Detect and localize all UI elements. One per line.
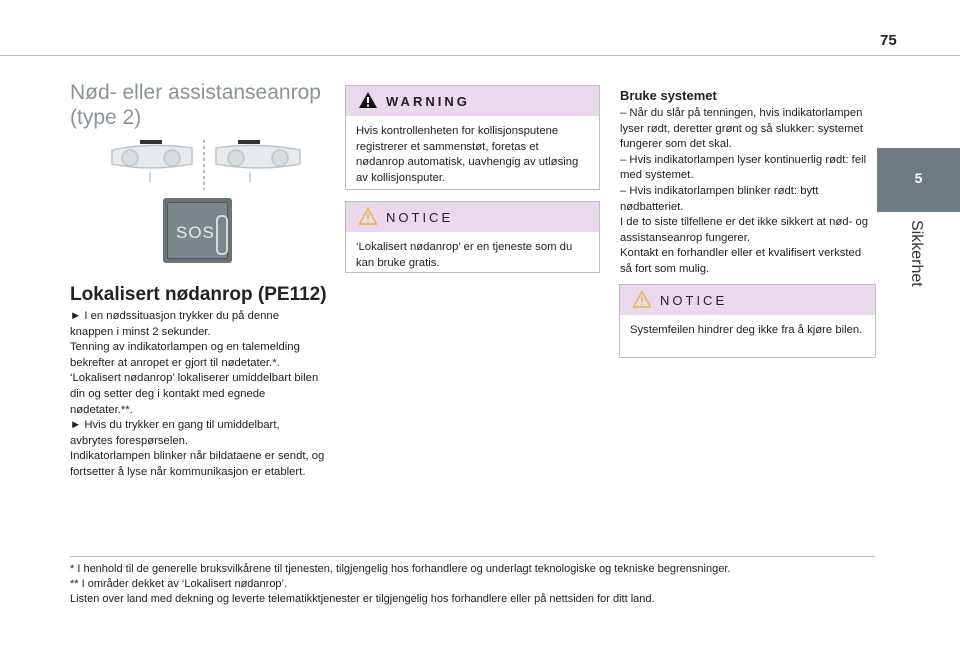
section-tab[interactable] <box>877 148 960 212</box>
top-rule <box>0 55 960 56</box>
right-heading: Bruke systemet <box>620 88 717 103</box>
right-body <box>620 106 875 278</box>
right-paragraph: – Hvis indikatorlampen blinker rødt: bytt nødbatteriet. <box>620 184 819 213</box>
right-notice-title: NOTICE <box>660 293 728 308</box>
notice-triangle-icon <box>632 290 652 308</box>
left-paragraph: Tenning av indikatorlampen og en talemelding bekrefter at anropet er gjort til nødetater.*. <box>70 341 300 369</box>
right-notice-text: Systemfeilen hindrer deg ikke fra å kjøre bilen. <box>630 324 863 336</box>
notice-title: NOTICE <box>386 210 454 225</box>
left-paragraph: Indikatorlampen blinker når bildataene er sendt, og fortsetter å lyse når kommunikasjon er etablert. <box>70 450 325 478</box>
right-paragraph: Kontakt en forhandler eller et kvalifisert verksted så fort som mulig. <box>620 247 862 275</box>
section-number: 5 <box>914 170 923 186</box>
notice-box-header <box>346 202 599 232</box>
left-paragraph: ‘Lokalisert nødanrop’ lokaliserer umiddelbart bilen din og setter deg i kontakt med egnede nødetater.**. <box>70 372 319 416</box>
warning-triangle-icon <box>358 91 378 109</box>
left-paragraph: ► I en nødssituasjon trykker du på denne knappen i minst 2 sekunder. <box>70 310 279 338</box>
right-notice-box <box>619 284 876 358</box>
warning-box-header <box>346 86 599 116</box>
left-body <box>70 309 325 481</box>
footnotes <box>70 562 880 607</box>
right-paragraph: – Når du slår på tenningen, hvis indikatorlampen lyser rødt, deretter grønt og så slukker: systemet fungerer som det skal. <box>620 107 863 151</box>
left-paragraph: ► Hvis du trykker en gang til umiddelbart, avbrytes forespørselen. <box>70 419 280 447</box>
right-paragraph: I de to siste tilfellene er det ikke sikkert at nød- og assistanseanrop fungerer. <box>620 216 869 244</box>
notice-text: ‘Lokalisert nødanrop’ er en tjeneste som du kan bruke gratis. <box>356 241 573 269</box>
footnote-rule <box>70 556 875 557</box>
sos-button-illustration <box>163 198 232 263</box>
right-notice-box-header <box>620 285 875 315</box>
warning-title: WARNING <box>386 94 470 109</box>
right-paragraph: – Hvis indikatorlampen lyser kontinuerlig rødt: feil med systemet. <box>620 153 867 182</box>
page-number: 75 <box>880 32 897 49</box>
section-label: Sikkerhet <box>908 220 925 287</box>
warning-box <box>345 85 600 190</box>
page-title: Nød- eller assistanseanrop (type 2) <box>70 81 321 129</box>
footnote: Listen over land med dekning og leverte telematikktjenester er tilgjengelig hos forhandlere eller på nettsiden for ditt land. <box>70 593 655 605</box>
footnote: * I henhold til de generelle bruksvilkårene til tjenesten, tilgjengelig hos forhandlere og underlagt teknologiske og tekniske begrensninger. <box>70 563 731 575</box>
notice-box <box>345 201 600 273</box>
warning-text: Hvis kontrollenheten for kollisjonsputene registrerer et sammenstøt, foretas et nødanrop automatisk, uavhengig av utløsing av kollisjonsputer. <box>356 125 579 184</box>
section-label-wrap <box>905 220 925 340</box>
sos-led-icon <box>216 215 228 255</box>
section-subheading: Lokalisert nødanrop (PE112) <box>70 284 327 305</box>
left-column <box>70 80 325 130</box>
notice-triangle-icon <box>358 207 378 225</box>
footnote: ** I områder dekket av ‘Lokalisert nødanrop’. <box>70 578 288 590</box>
car-interior-illustration <box>100 136 310 196</box>
sos-label: SOS <box>176 223 215 242</box>
